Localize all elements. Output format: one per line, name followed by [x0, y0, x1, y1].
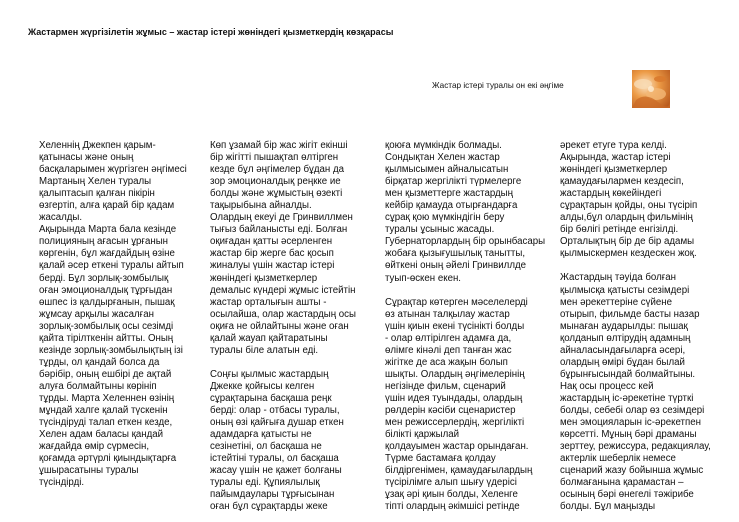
text-line: туып-өскен екен. — [385, 272, 461, 284]
text-line: адамдарға қатысты не — [210, 429, 312, 441]
text-line: бір жігітті пышақтап өлтірген — [210, 152, 339, 164]
text-line: өлімге кінәлі деп танған жас — [385, 344, 512, 356]
text-line: өзгертіп, алға қарай бір қадам — [39, 200, 175, 212]
text-line: жөніндегі қызметкерлер — [210, 272, 318, 284]
text-line: тығыз байланысты еді. Болған — [210, 224, 348, 236]
text-line: мен қызметтерге жастардың — [385, 188, 513, 200]
text-line: оқиғадан қатты әсерленген — [210, 236, 333, 248]
text-line: айналасындағыларға әсері, — [560, 344, 686, 356]
text-line: Сұрақтар көтерген мәселелерді — [385, 296, 528, 308]
text-line: болмағанына қарамастан – — [560, 477, 684, 489]
text-line: кезде бұл әңгімелер бұдан да — [210, 164, 345, 176]
text-line: қалыптасып қалған пікірін — [39, 188, 155, 200]
text-line: жастардың көкейіндегі — [560, 188, 662, 200]
text-line: пайымдаулары тұрғысынан — [210, 489, 335, 501]
text-line: алуға болмайтыны көрініп — [39, 380, 157, 392]
text-line: болды, себебі олар өз сезімдері — [560, 404, 705, 416]
text-line: жасау үшін не қажет болғаны — [210, 465, 342, 477]
text-line: олардың өмірі бұдан былай — [560, 356, 685, 368]
text-line: берді. Бұл зорлық-зомбылық — [39, 272, 169, 284]
text-line: сұрақтарын қойды, оны түсіріп — [560, 200, 698, 212]
text-column-1 — [39, 140, 187, 489]
text-line: шықты. Олардың әңгімелерінің — [385, 368, 525, 380]
text-line: зорлық-зомбылық осы сезімді — [39, 320, 174, 332]
text-line: қайта тірілткенін айтты. Оның — [39, 332, 174, 344]
text-line: Мартаның Хелен туралы — [39, 176, 152, 188]
page-title: Жастармен жүргізілетін жұмыс – жастар істері жөніндегі қызметкердің көзқарасы — [28, 27, 394, 37]
text-line: қамаудағылармен кездесіп, — [560, 176, 684, 188]
text-line: білікті қаржылай — [385, 429, 460, 441]
text-line: түсірілімге алып шығу үдерісі — [385, 477, 517, 489]
text-line: мен эмоцияларын іс-әрекетпен — [560, 417, 701, 429]
text-line: басқаларымен жүргізген әңгімесі — [39, 164, 187, 176]
text-line: түсіндірді. — [39, 477, 85, 489]
text-line: Сондықтан Хелен жастар — [385, 152, 500, 164]
text-line: Губернаторлардың бір орынбасары — [385, 236, 546, 248]
text-line: Олардың екеуі де Гринвиллмен — [210, 212, 353, 224]
text-line: бір бөлігі ретінде енгізілді. — [560, 224, 679, 236]
text-line: Ақырында Марта бала кезінде — [39, 224, 177, 236]
text-line: түсіндіруді талап еткен кезде, — [39, 417, 173, 429]
text-line: кезінде зорлық-зомбылықтың ізі — [39, 344, 183, 356]
text-line: тұрды, ол қандай болса да — [39, 356, 160, 368]
text-line: негізінде фильм, сценарий — [385, 380, 506, 392]
text-line: қолданып өлтірудің адамның — [560, 332, 691, 344]
text-line: мен әрекеттеріне сүйене — [560, 296, 673, 308]
paragraph-gap — [385, 285, 545, 297]
photo-thumbnail-image — [632, 70, 670, 108]
text-line: әрекет етуге тура келді. — [560, 140, 667, 151]
text-line: бірқатар жергілікті түрмелерге — [385, 176, 522, 188]
text-line: ұшырасатыны туралы — [39, 465, 139, 477]
text-line: зерттеу, режиссура, редакциялау, — [560, 441, 711, 453]
text-line: қатынасы және оның — [39, 152, 134, 164]
text-line: Хелен адам баласы қандай — [39, 429, 164, 441]
text-line: тұрды. Марта Хеленнен өзінің — [39, 392, 175, 404]
text-line: қылмысқа қатысты сезімдері — [560, 284, 690, 296]
text-line: оған эмоционалдық тұрғыдан — [39, 284, 173, 296]
text-line: көрсетті. Мұның бәрі драманы — [560, 429, 697, 441]
text-line: оған бұл сұрақтарды жеке — [210, 501, 328, 513]
text-line: туралы біле алатын еді. — [210, 344, 319, 356]
text-line: қалай жауап қайтаратыны — [210, 332, 328, 344]
text-line: өйткені оның әйелі Гринвиллде — [385, 260, 527, 272]
text-line: үшін идея туындады, олардың — [385, 392, 523, 404]
text-line: Соңғы қылмыс жастардың — [210, 368, 329, 380]
text-column-3 — [385, 140, 545, 513]
text-line: отырып, фильмде басты назар — [560, 308, 700, 320]
text-line: бәрібір, оның ешбірі де ақтай — [39, 368, 172, 380]
text-line: демалыс күндері жұмыс істейтін — [210, 284, 356, 296]
text-line: қылмысымен айналысатын — [385, 164, 509, 176]
text-line: жастардың іс-әрекетіне түрткі — [560, 392, 694, 404]
photo-icon — [632, 70, 670, 108]
text-line: Нақ осы процесс кей — [560, 380, 654, 392]
text-line: сезінетіні, ол басқаша не — [210, 441, 322, 453]
text-line: үшін қиын екені түсінікті болды — [385, 320, 525, 332]
text-line: осылайша, олар жастардың осы — [210, 308, 356, 320]
text-line: қалай әсер еткені туралы айтып — [39, 260, 184, 272]
text-line: кейбір қамауда отырғандарға — [385, 200, 518, 212]
text-line: бұрынғысындай болмайтыны. — [560, 368, 696, 380]
text-line: өшпес із қалдырғанын, пышақ — [39, 296, 175, 308]
text-line: зор эмоционалдық реңкке ие — [210, 176, 341, 188]
text-line: рөлдерін кәсіби сценаристер — [385, 404, 516, 416]
text-column-4 — [560, 140, 711, 513]
text-line: Хеленнің Джекпен қарым- — [39, 140, 156, 151]
text-line: істейтіні туралы, ол басқаша — [210, 453, 339, 465]
text-line: жағдайда өмір сүрмесін, — [39, 441, 150, 453]
text-column-2 — [210, 140, 356, 513]
text-line: сценарий жазу бойынша жұмыс — [560, 465, 704, 477]
text-line: қолдауымен жастар орындаған. — [385, 441, 529, 453]
text-line: - олар өлтірілген адамға да, — [385, 332, 512, 344]
text-line: мен режиссерлердің, жергілікті — [385, 417, 525, 429]
text-line: Джекке қойғысы келген — [210, 380, 315, 392]
text-line: білдіргенімен, қамаудағылардың — [385, 465, 533, 477]
text-line: тіпті олардың әкімшісі ретінде — [385, 501, 520, 513]
text-line: туралы ұсыныс жасады. — [385, 224, 495, 236]
text-line: Ақырында, жастар істері — [560, 152, 671, 164]
text-line: берді: олар - отбасы туралы, — [210, 404, 340, 416]
text-line: полицияның ағасын ұрғанын — [39, 236, 169, 248]
text-line: болды және жұмыстың өзекті — [210, 188, 343, 200]
text-line: Орталықтың бір де бір адамы — [560, 236, 695, 248]
text-line: актерлік шеберлік немесе — [560, 453, 676, 465]
text-line: жұмсау арқылы жасалған — [39, 308, 154, 320]
text-line: сұрақтарына басқаша реңк — [210, 392, 332, 404]
text-line: оқиға не ойлайтыны және оған — [210, 320, 349, 332]
text-line: қоюға мүмкіндік болмады. — [385, 140, 502, 151]
text-line: жиналуы үшін жастар істері — [210, 260, 335, 272]
text-line: жобаға қызығушылық танытты, — [385, 248, 526, 260]
text-line: жастар орталығын ашты - — [210, 296, 327, 308]
text-line: мынаған аударылды: пышақ — [560, 320, 688, 332]
text-line: алды,бұл олардың фильмінің — [560, 212, 693, 224]
text-line: қылмыскермен кездескен жоқ. — [560, 248, 697, 260]
text-line: мұндай халге қалай түскенін — [39, 405, 168, 417]
paragraph-gap — [210, 357, 356, 369]
paragraph-gap — [560, 260, 711, 272]
text-line: көргенін, бұл жағдайдың өзіне — [39, 248, 175, 260]
section-subtitle: Жастар істері туралы он екі әңгіме — [432, 81, 564, 90]
text-line: жастар бір жерге бас қосып — [210, 248, 334, 260]
text-line: Көп ұзамай бір жас жігіт екінші — [210, 140, 348, 151]
text-line: тақырыбына айналды. — [210, 200, 312, 212]
text-line: жігітке де аса жақын болып — [385, 356, 508, 368]
text-line: ұзақ әрі қиын болды, Хеленге — [385, 489, 518, 501]
text-line: осының бәрі өнегелі тәжірибе — [560, 489, 694, 501]
text-line: Түрме бастамаға қолдау — [385, 453, 496, 465]
text-line: жөніндегі қызметкерлер — [560, 164, 668, 176]
text-line: өз атынан талқылау жастар — [385, 308, 510, 320]
text-line: сұрақ қою мүмкіндігін беру — [385, 212, 505, 224]
text-line: оның өзі қайғыға душар еткен — [210, 417, 344, 429]
text-line: жасалды. — [39, 212, 83, 224]
text-line: Жастардың тәуіда болған — [560, 272, 677, 284]
text-line: қоғамда әртүрлі қиындықтарға — [39, 453, 177, 465]
text-line: туралы еді. Құпиялылық — [210, 477, 320, 489]
text-line: болды. Бұл маңызды — [560, 501, 656, 513]
